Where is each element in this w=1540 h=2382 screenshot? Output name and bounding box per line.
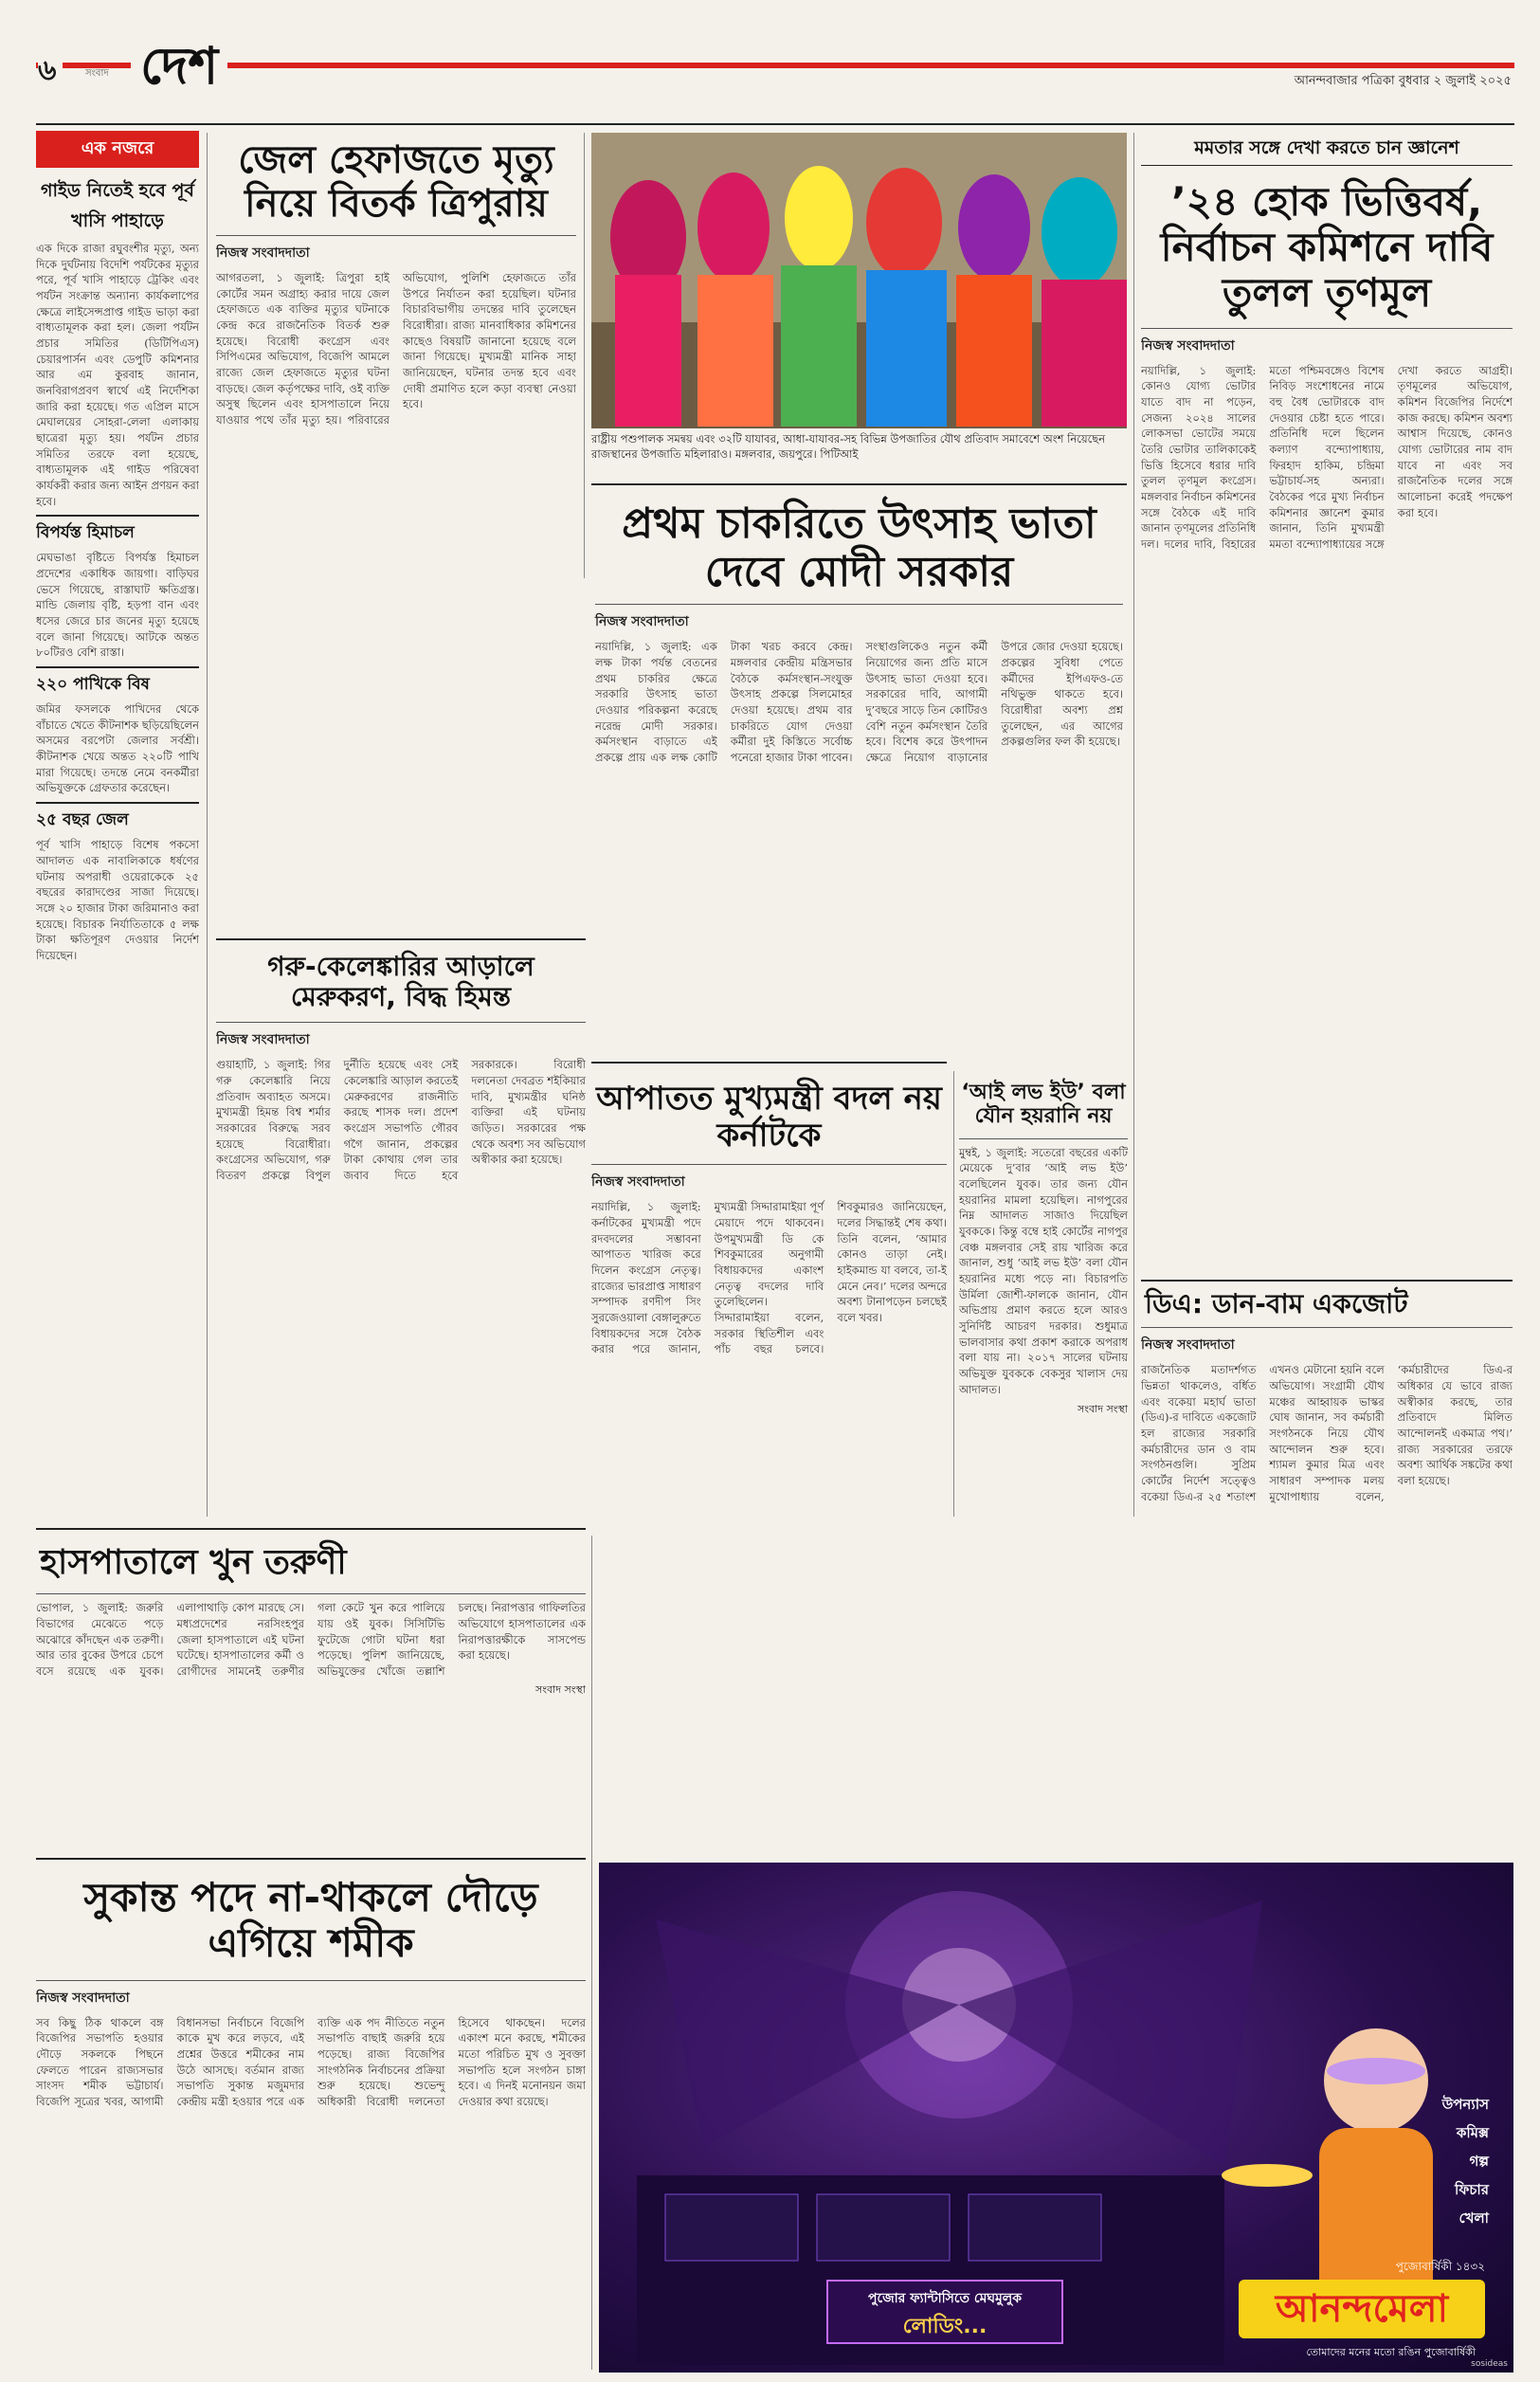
page-number: ৬ — [38, 47, 63, 96]
headline: আপাতত মুখ্যমন্ত্রী বদল নয় কর্নাটকে — [596, 1080, 942, 1155]
masthead — [0, 0, 1540, 142]
masthead-bottom-rule — [36, 123, 1514, 125]
ad-tag: ফিচার — [1455, 2181, 1489, 2198]
ad-banner — [826, 2280, 1063, 2344]
story-assam — [216, 938, 586, 1223]
story-i-love-you — [959, 1062, 1128, 1521]
headline: ’২৪ হোক ভিত্তিবর্ষ, নির্বাচন কমিশনে দাবি তুলল তৃণমূল — [1160, 177, 1494, 317]
headline: সুকান্ত পদে না-থাকলে দৌড়ে এগিয়ে শমীক — [83, 1874, 538, 1967]
photo-illustration — [591, 133, 1127, 428]
column-divider — [584, 133, 585, 578]
date-line: আনন্দবাজার পত্রিকা বুধবার ২ জুলাই ২০২৫ — [1294, 74, 1512, 88]
byline: নিজস্ব সংবাদদাতা — [216, 1022, 586, 1051]
ad-tag: গল্প — [1469, 2153, 1489, 2170]
byline: নিজস্ব সংবাদদাতা — [595, 604, 1123, 633]
sidebar-item-text: পূর্ব খাসি পাহাড়ে বিশেষ পকসো আদালত এক নাবালিকাকে ধর্ষণের ঘটনায় অপরাধী ওয়েরাকেকে ২৫ বছরের কারাদণ্ডের সাজা দিয়েছে। সঙ্গে ২০ হাজার টাকা জরিমানাও করা হয়েছে। বিচারক নির্যাতিতাকে ৫ লক্ষ টাকা ক্ষতিপূরণ দেওয়ার নির্দেশ দিয়েছেন। — [36, 838, 199, 962]
story-top-rule — [36, 1528, 586, 1530]
ad-tag: খেলা — [1458, 2209, 1489, 2227]
article-body: মুম্বই, ১ জুলাই: সতেরো বছরের একটি মেয়েকে দু’বার ‘আই লভ ইউ’ বলেছিলেন যুবক। তার জন্য যৌন হয়রানির মামলা হয়েছিল। নাগপুরের নিম্ন আদালত সাজাও দিয়েছিল যুবককে। কিন্তু বম্বে হাই কোর্টের নাগপুর বেঞ্চ মঙ্গলবার সেই রায় খারিজ করে জানাল, শুধু ‘আই লভ ইউ’ বলা যৌন হয়রানির মধ্যে পড়ে না। বিচারপতি উর্মিলা জোশী-ফালকে জানান, যৌন অভিপ্রায় প্রমাণ করতে হলে আরও সুনির্দিষ্ট আচরণ দরকার। শুধুমাত্র ভালবাসার কথা প্রকাশ করাকে অপরাধ বলা যায় না। ২০১৭ সালের ঘটনায় অভিযুক্ত যুবককে বেকসুর খালাস দেয় আদালত। — [959, 1145, 1128, 1396]
story-karnataka — [591, 1062, 947, 1521]
sidebar-item-text: মেঘভাঙা বৃষ্টিতে বিপর্যস্ত হিমাচল প্রদেশের একাধিক জায়গা। বাড়িঘর ভেসে গিয়েছে, রাস্তাঘাট ক্ষতিগ্রস্ত। মান্ডি জেলায় বৃষ্টি, হড়পা বান এবং ধসের জেরে চার জনের মৃত্যু হয়েছে বলে জানা গিয়েছে। আটকে অন্তত ৮০টিরও বেশি রাস্তা। — [36, 551, 199, 660]
story-da — [1141, 1280, 1513, 1521]
headline: হাসপাতালে খুন তরুণী — [40, 1543, 347, 1582]
sidebar-item-text: এক দিকে রাজা রঘুবংশীর মৃত্যু, অন্য দিকে দুর্ঘটনায় বিদেশি পর্যটকের মৃত্যুর পরে, পূর্ব খাসি পাহাড়ে ট্রেকিং এবং পর্যটন সংক্রান্ত অন্যান্য কার্যকলাপের ক্ষেত্রে লাইসেন্সপ্রাপ্ত গাইড ভাড়া করা বাধ্যতামূলক করা হল। জেলা পর্যটন প্রচার সমিতির (ডিটিপিএস) চেয়ারপার্সন এবং ডেপুটি কমিশনার আর এম কুরবাহ জানান, জনবিরাগপ্রবণ স্বার্থে এই নির্দেশিকা জারি করা হয়েছে। গত এপ্রিল মাসে মেঘালয়ের সোহরা-লেলা এলাকায় ছাত্রেরা মৃত্যু হয়। পর্যটন প্রচার সমিতির তরফে বলা হয়েছে, বাধ্যতামূলক এই গাইড পরিষেবা কার্যকরী করার জন্য আইন প্রণয়ন করা হবে। — [36, 242, 199, 508]
headline: গরু-কেলেঙ্কারির আড়ালে মেরুকরণ, বিদ্ধ হিমন্ত — [267, 951, 534, 1013]
sidebar-item-title: ২৫ বছর জেল — [36, 802, 199, 834]
headline: ‘আই লভ ইউ’ বলা যৌন হয়রানি নয় — [959, 1062, 1128, 1139]
ad-banner-sub: লোডিং... — [902, 2315, 987, 2338]
story-top-rule — [36, 1858, 586, 1860]
sidebar-divider — [207, 133, 208, 1517]
byline: নিজস্ব সংবাদদাতা — [1141, 1327, 1513, 1356]
story-trinamool — [1141, 133, 1513, 1081]
sidebar-item-title: ২২০ পাখিকে বিষ — [36, 666, 199, 699]
headline: জেল হেফাজতে মৃত্যু নিয়ে বিতর্ক ত্রিপুরায় — [238, 138, 554, 226]
article-body: নয়াদিল্লি, ১ জুলাই: এক লক্ষ টাকা পর্যন্ত বেতনের প্রথম চাকরির ক্ষেত্রে সরকারি উৎসাহ ভাতা দেওয়ার পরিকল্পনা করেছে নরেন্দ্র মোদী সরকার। কর্মসংস্থান বাড়াতে এই প্রকল্পে প্রায় এক লক্ষ কোটি টাকা খরচ করবে কেন্দ্র। মঙ্গলবার কেন্দ্রীয় মন্ত্রিসভার বৈঠকে কর্মসংস্থান-সংযুক্ত উৎসাহ প্রকল্পে সিলমোহর দেওয়া হয়েছে। প্রথম বার চাকরিতে যোগ দেওয়া কর্মীরা দুই কিস্তিতে সর্বোচ্চ পনেরো হাজার টাকা পাবেন। সংস্থাগুলিকেও নতুন কর্মী নিয়োগের জন্য প্রতি মাসে উৎসাহ ভাতা দেওয়া হবে। সরকারের দাবি, আগামী দু’বছরে সাড়ে তিন কোটিরও বেশি নতুন কর্মসংস্থান তৈরি হবে। বিশেষ করে উৎপাদন ক্ষেত্রে নিয়োগ বাড়ানোর উপরে জোর দেওয়া হয়েছে। প্রকল্পের সুবিধা পেতে কর্মীদের ইপিএফও-তে নথিভুক্ত থাকতে হবে। বিরোধীরা অবশ্য প্রশ্ন তুলেছেন, এর আগের প্রকল্পগুলির ফল কী হয়েছে। — [595, 640, 1123, 764]
ad-credit: sosideas — [1471, 2359, 1508, 2369]
credit: সংবাদ সংস্থা — [534, 1682, 586, 1696]
byline: নিজস্ব সংবাদদাতা — [216, 235, 576, 264]
article-body: আগরতলা, ১ জুলাই: ত্রিপুরা হাই কোর্টের সমন অগ্রাহ্য করার দায়ে জেল হেফাজতে এক ব্যক্তির মৃত্যুর ঘটনাকে কেন্দ্র করে রাজনৈতিক বিতর্ক শুরু হয়েছে। বিরোধী কংগ্রেস এবং সিপিএমের অভিযোগ, বিজেপি আমলে রাজ্যে জেল হেফাজতে মৃত্যুর ঘটনা বাড়ছে। জেল কর্তৃপক্ষের দাবি, ওই ব্যক্তি অসুস্থ ছিলেন এবং হাসপাতালে নিয়ে যাওয়ার পথে তাঁর মৃত্যু হয়। পরিবারের অভিযোগ, পুলিশি হেফাজতে তাঁর উপরে নির্যাতন করা হয়েছিল। ঘটনার বিচারবিভাগীয় তদন্তের দাবি তুলেছেন বিরোধীরা। রাজ্য মানবাধিকার কমিশনের কাছেও বিষয়টি জানানো হয়েছে বলে জানা গিয়েছে। মুখ্যমন্ত্রী মানিক সাহা জানিয়েছেন, ঘটনার তদন্ত হবে এবং দোষী প্রমাণিত হলে কড়া ব্যবস্থা নেওয়া হবে। — [216, 271, 576, 427]
ad-tags — [1442, 2090, 1489, 2232]
ad-banner-text: পুজোর ফ্যান্টাসিতে মেঘমুলুক — [867, 2291, 1023, 2306]
ad-tag: কমিক্স — [1456, 2124, 1489, 2141]
section-small-label: সংবাদ — [85, 68, 109, 79]
story-hospital — [36, 1528, 586, 1850]
headline: প্রথম চাকরিতে উৎসাহ ভাতা দেবে মোদী সরকার — [622, 500, 1096, 596]
article-body: রাজনৈতিক মতাদর্শগত ভিন্নতা থাকলেও, বর্ধিত এবং বকেয়া মহার্ঘ ভাতা (ডিএ)-র দাবিতে একজোট হল রাজ্যের সরকারি কর্মচারীদের ডান ও বাম সংগঠনগুলি। সুপ্রিম কোর্টের নির্দেশ সত্ত্বেও বকেয়া ডিএ-র ২৫ শতাংশ এখনও মেটানো হয়নি বলে অভিযোগ। সংগ্রামী যৌথ মঞ্চের আহ্বায়ক ভাস্কর ঘোষ জানান, সব কর্মচারী সংগঠনকে নিয়ে যৌথ আন্দোলন শুরু হবে। শ্যামল কুমার মিত্র এবং সাধারণ সম্পাদক মলয় মুখোপাধ্যায় বলেন, ‘কর্মচারীদের ডিএ-র অধিকার যে ভাবে রাজ্য অস্বীকার করছে, তার প্রতিবাদে মিলিত আন্দোলনই একমাত্র পথ।’ রাজ্য সরকারের তরফে অবশ্য আর্থিক সঙ্কটের কথা বলা হয়েছে। — [1141, 1363, 1513, 1503]
ad-tag: উপন্যাস — [1441, 2096, 1489, 2113]
story-top-rule — [591, 483, 1127, 485]
story-tripura — [216, 133, 576, 1052]
sidebar-label: এক নজরে — [36, 131, 199, 168]
sidebar — [36, 131, 199, 1519]
headline: ডিএ: ডান-বাম একজোট — [1145, 1288, 1408, 1319]
column-divider — [1133, 133, 1134, 1517]
story-samik — [36, 1858, 586, 2370]
article-body: সব কিছু ঠিক থাকলে বঙ্গ বিজেপির সভাপতি হওয়ার দৌড়ে সকলকে পিছনে ফেলতে পারেন রাজ্যসভার সাংসদ শমীক ভট্টাচার্য। বিজেপি সূত্রের খবর, আগামী বিধানসভা নির্বাচনে বিজেপি কাকে মুখ করে লড়বে, এই প্রশ্নের উত্তরে শমীকের নাম উঠে আসছে। বর্তমান রাজ্য সভাপতি সুকান্ত মজুমদার কেন্দ্রীয় মন্ত্রী হওয়ার পরে এক ব্যক্তি এক পদ নীতিতে নতুন সভাপতি বাছাই জরুরি হয়ে পড়েছে। রাজ্য বিজেপির সাংগঠনিক নির্বাচনের প্রক্রিয়া শুরু হয়েছে। শুভেন্দু অধিকারী বিরোধী দলনেতা হিসেবে থাকছেন। দলের একাংশ মনে করছে, শমীকের মতো পরিচিত মুখ ও সুবক্তা সভাপতি হলে সংগঠন চাঙ্গা হবে। এ দিনই মনোনয়ন জমা দেওয়ার কথা রয়েছে। — [36, 2015, 586, 2108]
advertisement — [599, 1863, 1513, 2373]
photo-caption: রাষ্ট্রীয় পশুপালক সমন্বয় এবং ৩২টি যাযাবর, আধা-যাযাবর-সহ বিভিন্ন উপজাতির যৌথ প্রতিবাদ সমাবেশে অংশ নিয়েছেন রাজস্থানের উপজাতি মহিলারাও। মঙ্গলবার, জয়পুরে। পিটিআই — [591, 432, 1106, 461]
section-title: দেশ — [131, 38, 227, 94]
story-top-rule — [216, 938, 586, 940]
ad-tagline: তোমাদের মনের মতো রঙিন পুজোবার্ষিকী — [1306, 2346, 1476, 2358]
article-body: গুয়াহাটি, ১ জুলাই: গির গরু কেলেঙ্কারি নিয়ে প্রতিবাদ অব্যাহত অসমে। মুখ্যমন্ত্রী হিমন্ত বিশ্ব শর্মার সরকারের বিরুদ্ধে সরব হয়েছে বিরোধীরা। কংগ্রেসের অভিযোগ, গরু বিতরণ প্রকল্পে বিপুল দুর্নীতি হয়েছে এবং সেই কেলেঙ্কারি আড়াল করতেই মেরুকরণের রাজনীতি করছে শাসক দল। প্রদেশ কংগ্রেস সভাপতি গৌরব গগৈ জানান, প্রকল্পের টাকা কোথায় গেল তার জবাব দিতে হবে সরকারকে। বিরোধী দলনেতা দেবব্রত শইকিয়ার দাবি, মুখ্যমন্ত্রীর ঘনিষ্ঠ ব্যক্তিরা এই ঘটনায় জড়িত। সরকারের পক্ষ থেকে অবশ্য সব অভিযোগ অস্বীকার করা হয়েছে। — [216, 1058, 586, 1183]
sidebar-item-text: জমির ফসলকে পাখিদের থেকে বাঁচাতে খেতে কীটনাশক ছড়িয়েছিলেন অসমের বরপেটা জেলার সর্বশ্রী। কীটনাশক খেয়ে অন্তত ২২০টি পাখি মারা গিয়েছে। তদন্তে নেমে বনকর্মীরা অভিযুক্তকে গ্রেফতার করেছেন। — [36, 702, 199, 795]
article-body: নয়াদিল্লি, ১ জুলাই: কর্নাটকের মুখ্যমন্ত্রী পদে রদবদলের সম্ভাবনা আপাতত খারিজ করে দিলেন কংগ্রেস নেতৃত্ব। রাজ্যের ভারপ্রাপ্ত সাধারণ সম্পাদক রণদীপ সিং সুরজেওয়ালা বেঙ্গালুরুতে বিধায়কদের সঙ্গে বৈঠক করার পরে জানান, মুখ্যমন্ত্রী সিদ্দারামাইয়া পূর্ণ মেয়াদে পদে থাকবেন। উপমুখ্যমন্ত্রী ডি কে শিবকুমারের অনুগামী বিধায়কদের একাংশ নেতৃত্ব বদলের দাবি তুলেছিলেন। সিদ্দারামাইয়া বলেন, সরকার স্থিতিশীল এবং পাঁচ বছর চলবে। শিবকুমারও জানিয়েছেন, দলের সিদ্ধান্তই শেষ কথা। তিনি বলেন, ‘আমার কোনও তাড়া নেই। হাইকমান্ড যা বলবে, তা-ই মেনে নেব।’ দলের অন্দরে অবশ্য টানাপড়েন চলছেই বলে খবর। — [591, 1200, 947, 1356]
byline: নিজস্ব সংবাদদাতা — [1141, 328, 1513, 357]
column-divider — [591, 1536, 592, 2370]
column-divider — [953, 1071, 954, 1517]
article-body: নয়াদিল্লি, ১ জুলাই: কোনও যোগ্য ভোটার যাতে বাদ না পড়েন, সেজন্য ২০২৪ সালের লোকসভা ভোটের সময়ে তৈরি ভোটার তালিকাকেই ভিত্তি হিসেবে ধরার দাবি তুলল তৃণমূল কংগ্রেস। মঙ্গলবার নির্বাচন কমিশনের সঙ্গে বৈঠকে এই দাবি জানান তৃণমূলের প্রতিনিধি দল। দলের দাবি, বিহারের মতো পশ্চিমবঙ্গেও বিশেষ নিবিড় সংশোধনের নামে বহু বৈধ ভোটারকে বাদ দেওয়ার চেষ্টা হতে পারে। প্রতিনিধি দলে ছিলেন কল্যাণ বন্দ্যোপাধ্যায়, ফিরহাদ হাকিম, চন্দ্রিমা ভট্টাচার্য-সহ অন্যরা। বৈঠকের পরে মুখ্য নির্বাচন কমিশনার জ্ঞানেশ কুমার জানান, তিনি মুখ্যমন্ত্রী মমতা বন্দ্যোপাধ্যায়ের সঙ্গে দেখা করতে আগ্রহী। তৃণমূলের অভিযোগ, কমিশন বিজেপির নির্দেশে কাজ করছে। কমিশন অবশ্য আশ্বাস দিয়েছে, কোনও যোগ্য ভোটারের নাম বাদ যাবে না এবং সব রাজনৈতিক দলের সঙ্গে আলোচনা করেই পদক্ষেপ করা হবে। — [1141, 363, 1513, 552]
byline: নিজস্ব সংবাদদাতা — [591, 1164, 947, 1193]
masthead-top-rule — [36, 63, 1514, 68]
story-first-job — [591, 483, 1127, 1057]
news-photo — [591, 133, 1127, 428]
sidebar-item-title: গাইড নিতেই হবে পূর্ব খাসি পাহাড়ে — [41, 180, 194, 231]
ad-issue: পুজোবার্ষিকী ১৪৩২ — [1395, 2260, 1485, 2273]
sidebar-item-title: বিপর্যস্ত হিমাচল — [36, 515, 199, 547]
credit: সংবাদ সংস্থা — [1077, 1403, 1128, 1416]
kicker: মমতার সঙ্গে দেখা করতে চান জ্ঞানেশ — [1141, 133, 1513, 166]
ad-brand-logo: আনন্দমেলা — [1239, 2280, 1485, 2338]
article-body: ভোপাল, ১ জুলাই: জরুরি বিভাগের মেঝেতে পড়ে অঝোরে কাঁদছেন এক তরুণী। আর তার বুকের উপরে চেপে বসে রয়েছে এক যুবক। এলাপাথাড়ি কোপ মারছে সে। মধ্যপ্রদেশের নরসিংহপুর জেলা হাসপাতালে এই ঘটনা ঘটেছে। হাসপাতালের কর্মী ও রোগীদের সামনেই তরুণীর গলা কেটে খুন করে পালিয়ে যায় ওই যুবক। সিসিটিভি ফুটেজে গোটা ঘটনা ধরা পড়েছে। পুলিশ জানিয়েছে, অভিযুক্তের খোঁজে তল্লাশি চলছে। নিরাপত্তার গাফিলতির অভিযোগে হাসপাতালের এক নিরাপত্তারক্ষীকে সাসপেন্ড করা হয়েছে। — [36, 1593, 586, 1679]
byline: নিজস্ব সংবাদদাতা — [36, 1980, 586, 2009]
story-top-rule — [591, 1062, 947, 1064]
story-top-rule — [1141, 1280, 1513, 1282]
